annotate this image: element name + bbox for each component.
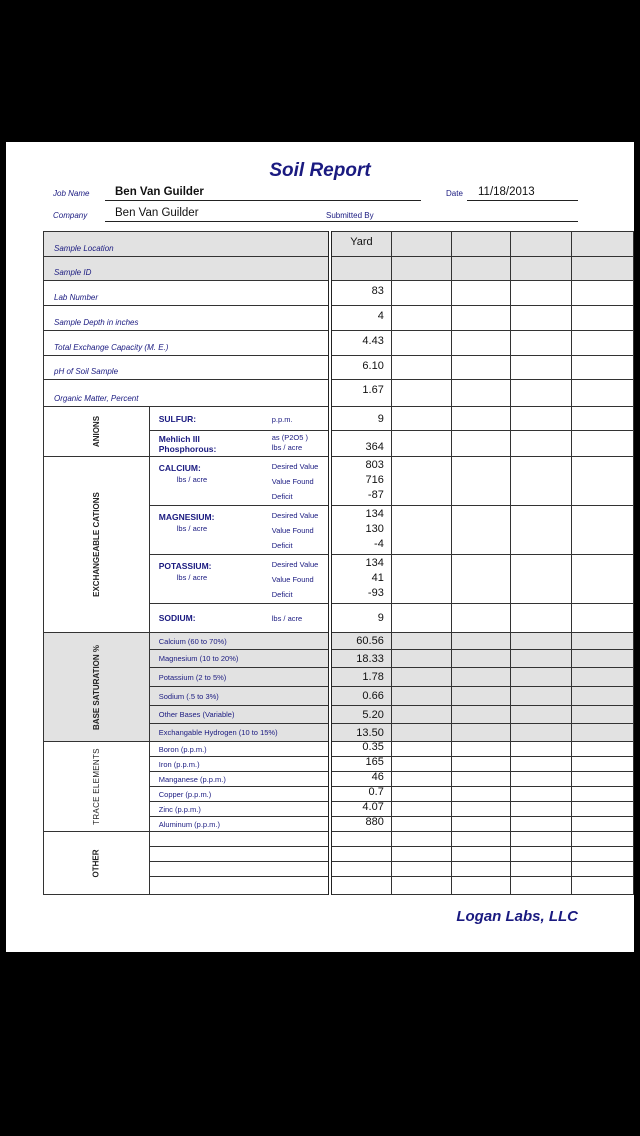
table-row: [44, 457, 634, 506]
empty-sample-cell: [391, 668, 451, 687]
empty-sample-cell: [511, 757, 571, 772]
empty-sample-cell: [511, 356, 571, 380]
empty-other-label: [149, 862, 330, 877]
sample-value: 0.35: [330, 742, 391, 757]
phosphorus-label: [149, 431, 330, 457]
empty-sample-cell: [391, 457, 451, 506]
empty-sample-cell: [452, 847, 511, 862]
company-label: Company: [53, 211, 88, 220]
empty-sample-cell: [571, 742, 633, 757]
row-label: Zinc (p.p.m.): [149, 802, 330, 817]
empty-sample-cell: [571, 817, 633, 832]
sample-value: 46: [330, 772, 391, 787]
sample-value: [330, 257, 391, 281]
empty-sample-cell: [452, 281, 511, 306]
row-label: Copper (p.p.m.): [149, 787, 330, 802]
empty-sample-cell: [571, 604, 633, 633]
empty-sample-cell: [511, 257, 571, 281]
empty-sample-cell: [330, 877, 391, 895]
empty-sample-cell: [452, 877, 511, 895]
empty-sample-cell: [511, 306, 571, 331]
empty-sample-cell: [391, 356, 451, 380]
sample-value: 5.20: [330, 706, 391, 724]
sub-label: Desired Value: [271, 560, 319, 569]
empty-sample-cell: [452, 772, 511, 787]
empty-sample-cell: [571, 281, 633, 306]
empty-sample-cell: [391, 847, 451, 862]
unit-label: lbs / acre: [176, 475, 208, 484]
empty-sample-cell: [571, 832, 633, 847]
empty-sample-cell: [330, 832, 391, 847]
sample-value: -4: [374, 538, 384, 550]
empty-sample-cell: [511, 604, 571, 633]
sample-value: 0.7: [330, 787, 391, 802]
empty-sample-cell: [391, 650, 451, 668]
empty-sample-cell: [452, 706, 511, 724]
section-label: [44, 742, 150, 832]
empty-sample-cell: [511, 457, 571, 506]
empty-sample-cell: [571, 772, 633, 787]
sample-value: 4: [330, 306, 391, 331]
table-row: [44, 356, 634, 380]
sample-value: Yard: [330, 232, 391, 257]
unit-label: lbs / acre: [271, 614, 303, 623]
sample-value: 364: [330, 431, 391, 457]
empty-sample-cell: [391, 380, 451, 407]
sample-value: 4.07: [330, 802, 391, 817]
empty-sample-cell: [391, 757, 451, 772]
sodium-label: [149, 604, 330, 633]
unit-label: as (P2O5 ): [271, 433, 309, 442]
sample-value: 880: [330, 817, 391, 832]
empty-sample-cell: [511, 877, 571, 895]
empty-sample-cell: [391, 555, 451, 604]
row-label: Lab Number: [44, 281, 331, 306]
unit-label: lbs / acre: [176, 524, 208, 533]
sub-label: Value Found: [271, 575, 314, 584]
table-row: [44, 380, 634, 407]
empty-sample-cell: [571, 787, 633, 802]
element-name: CALCIUM:: [158, 463, 201, 473]
empty-sample-cell: [391, 506, 451, 555]
cation-values: [330, 506, 391, 555]
empty-sample-cell: [391, 817, 451, 832]
row-label: Other Bases (Variable): [149, 706, 330, 724]
sample-value: 9: [330, 604, 391, 633]
soil-report-page: [6, 142, 634, 952]
sample-value: 60.56: [330, 633, 391, 650]
element-name: POTASSIUM:: [158, 561, 212, 571]
sub-label: Deficit: [271, 492, 293, 501]
element-name: Phosphorous:: [158, 443, 217, 454]
table-row: [44, 257, 634, 281]
unit-label: p.p.m.: [271, 415, 293, 424]
row-label: Calcium (60 to 70%): [149, 633, 330, 650]
job-name-label: Job Name: [53, 189, 90, 198]
row-label: Potassium (2 to 5%): [149, 668, 330, 687]
empty-sample-cell: [391, 742, 451, 757]
element-name: SULFUR:: [158, 413, 197, 424]
empty-sample-cell: [511, 650, 571, 668]
empty-sample-cell: [452, 862, 511, 877]
empty-sample-cell: [452, 407, 511, 431]
empty-sample-cell: [571, 232, 633, 257]
empty-sample-cell: [452, 687, 511, 706]
empty-sample-cell: [571, 862, 633, 877]
empty-sample-cell: [452, 802, 511, 817]
empty-sample-cell: [391, 306, 451, 331]
sample-value: 134: [365, 557, 384, 569]
empty-sample-cell: [452, 787, 511, 802]
empty-sample-cell: [511, 331, 571, 356]
job-name-underline: [105, 200, 421, 201]
empty-sample-cell: [571, 257, 633, 281]
row-label: Magnesium (10 to 20%): [149, 650, 330, 668]
element-name: MAGNESIUM:: [158, 512, 215, 522]
empty-sample-cell: [391, 787, 451, 802]
empty-sample-cell: [571, 877, 633, 895]
empty-sample-cell: [391, 706, 451, 724]
company-underline: [105, 221, 578, 222]
empty-other-label: [149, 877, 330, 895]
row-label: Iron (p.p.m.): [149, 757, 330, 772]
empty-sample-cell: [571, 380, 633, 407]
empty-sample-cell: [511, 787, 571, 802]
unit-label: lbs / acre: [271, 443, 303, 452]
section-label: [44, 407, 150, 457]
sub-label: Value Found: [271, 526, 314, 535]
sample-value: 13.50: [330, 724, 391, 742]
sub-label: Desired Value: [271, 462, 319, 471]
empty-sample-cell: [571, 407, 633, 431]
table-row: [44, 742, 634, 757]
empty-sample-cell: [391, 724, 451, 742]
empty-sample-cell: [452, 380, 511, 407]
empty-sample-cell: [571, 724, 633, 742]
sample-value: 803: [365, 459, 384, 471]
empty-sample-cell: [452, 650, 511, 668]
empty-sample-cell: [511, 380, 571, 407]
table-row: [44, 281, 634, 306]
empty-sample-cell: [391, 687, 451, 706]
empty-sample-cell: [511, 668, 571, 687]
empty-sample-cell: [452, 506, 511, 555]
report-title: Soil Report: [269, 160, 371, 181]
empty-sample-cell: [511, 431, 571, 457]
empty-sample-cell: [391, 802, 451, 817]
empty-sample-cell: [571, 633, 633, 650]
table-row: [44, 832, 634, 847]
row-label: Boron (p.p.m.): [149, 742, 330, 757]
sample-value: 9: [330, 407, 391, 431]
cation-values: [330, 555, 391, 604]
empty-sample-cell: [511, 633, 571, 650]
row-label: Sample Location: [44, 232, 331, 257]
empty-sample-cell: [452, 431, 511, 457]
empty-sample-cell: [391, 862, 451, 877]
sub-label: Value Found: [271, 477, 314, 486]
empty-sample-cell: [452, 555, 511, 604]
table-row: [44, 331, 634, 356]
section-label: [44, 633, 150, 742]
row-label: Organic Matter, Percent: [44, 380, 331, 407]
sample-value: 165: [330, 757, 391, 772]
empty-sample-cell: [452, 331, 511, 356]
empty-sample-cell: [391, 772, 451, 787]
empty-sample-cell: [391, 257, 451, 281]
cation-label: [149, 555, 330, 604]
sub-label: Deficit: [271, 590, 293, 599]
sample-value: 130: [365, 523, 384, 535]
empty-sample-cell: [391, 331, 451, 356]
sample-value: 6.10: [330, 356, 391, 380]
empty-sample-cell: [571, 757, 633, 772]
empty-sample-cell: [511, 832, 571, 847]
empty-sample-cell: [571, 650, 633, 668]
sample-value: 1.78: [330, 668, 391, 687]
submitted-by-label: Submitted By: [326, 211, 374, 220]
empty-sample-cell: [571, 706, 633, 724]
empty-sample-cell: [452, 633, 511, 650]
empty-sample-cell: [571, 331, 633, 356]
row-label: Total Exchange Capacity (M. E.): [44, 331, 331, 356]
date-label: Date: [446, 189, 463, 198]
lab-name-footer: Logan Labs, LLC: [456, 908, 578, 925]
cation-label: [149, 506, 330, 555]
empty-sample-cell: [511, 817, 571, 832]
row-label: Sample Depth in inches: [44, 306, 331, 331]
row-label: Sodium (.5 to 3%): [149, 687, 330, 706]
row-label: Exchangable Hydrogen (10 to 15%): [149, 724, 330, 742]
empty-sample-cell: [571, 506, 633, 555]
table-row: [44, 407, 634, 431]
empty-sample-cell: [511, 772, 571, 787]
empty-sample-cell: [330, 862, 391, 877]
element-name: Mehlich III: [158, 433, 200, 444]
sample-value: -87: [367, 489, 384, 501]
empty-sample-cell: [571, 668, 633, 687]
date-value: 11/18/2013: [478, 186, 535, 198]
sub-label: Desired Value: [271, 511, 319, 520]
cation-label: [149, 457, 330, 506]
sample-value: 716: [365, 474, 384, 486]
empty-sample-cell: [391, 877, 451, 895]
empty-sample-cell: [511, 232, 571, 257]
empty-sample-cell: [452, 742, 511, 757]
empty-sample-cell: [571, 555, 633, 604]
sample-value: 0.66: [330, 687, 391, 706]
empty-sample-cell: [391, 407, 451, 431]
sub-label: Deficit: [271, 541, 293, 550]
sample-value: 134: [365, 508, 384, 520]
company-value: Ben Van Guilder: [115, 207, 199, 219]
sample-value: 1.67: [330, 380, 391, 407]
unit-label: lbs / acre: [176, 573, 208, 582]
row-label: Manganese (p.p.m.): [149, 772, 330, 787]
table-row: [44, 232, 634, 257]
date-underline: [467, 200, 578, 201]
section-label-text: EXCHANGEABLE CATIONS: [91, 492, 101, 597]
sample-value: 41: [371, 572, 384, 584]
sulfur-label: [149, 407, 330, 431]
empty-sample-cell: [452, 356, 511, 380]
empty-sample-cell: [391, 633, 451, 650]
row-label: Aluminum (p.p.m.): [149, 817, 330, 832]
empty-sample-cell: [511, 407, 571, 431]
sample-value: 4.43: [330, 331, 391, 356]
empty-sample-cell: [452, 604, 511, 633]
empty-sample-cell: [511, 847, 571, 862]
empty-sample-cell: [391, 281, 451, 306]
empty-sample-cell: [571, 356, 633, 380]
empty-sample-cell: [571, 847, 633, 862]
sample-value: 83: [330, 281, 391, 306]
empty-sample-cell: [571, 457, 633, 506]
empty-sample-cell: [571, 306, 633, 331]
empty-sample-cell: [452, 306, 511, 331]
empty-sample-cell: [391, 832, 451, 847]
empty-other-label: [149, 847, 330, 862]
empty-sample-cell: [511, 506, 571, 555]
empty-sample-cell: [391, 604, 451, 633]
empty-sample-cell: [452, 832, 511, 847]
sample-value: 18.33: [330, 650, 391, 668]
empty-sample-cell: [511, 724, 571, 742]
section-label: [44, 457, 150, 633]
section-label-text: TRACE ELEMENTS: [91, 748, 101, 825]
section-label-text: BASE SATURATION %: [91, 644, 101, 730]
empty-sample-cell: [452, 724, 511, 742]
empty-sample-cell: [511, 706, 571, 724]
empty-sample-cell: [452, 232, 511, 257]
section-label: [44, 832, 150, 895]
empty-sample-cell: [391, 232, 451, 257]
table-row: [44, 306, 634, 331]
row-label: Sample ID: [44, 257, 331, 281]
element-name: SODIUM:: [158, 613, 196, 623]
empty-sample-cell: [511, 862, 571, 877]
empty-sample-cell: [452, 257, 511, 281]
section-label-text: OTHER: [91, 849, 101, 877]
empty-sample-cell: [511, 281, 571, 306]
empty-sample-cell: [511, 687, 571, 706]
empty-sample-cell: [452, 817, 511, 832]
empty-sample-cell: [511, 555, 571, 604]
section-label-text: ANIONS: [91, 415, 101, 448]
empty-sample-cell: [571, 431, 633, 457]
table-row: [44, 633, 634, 650]
sample-value: -93: [367, 587, 384, 599]
empty-sample-cell: [571, 802, 633, 817]
empty-sample-cell: [391, 431, 451, 457]
job-name-value: Ben Van Guilder: [115, 186, 204, 198]
cation-values: [330, 457, 391, 506]
empty-sample-cell: [330, 847, 391, 862]
empty-sample-cell: [452, 457, 511, 506]
empty-sample-cell: [452, 668, 511, 687]
soil-data-table: [43, 231, 634, 895]
empty-sample-cell: [452, 757, 511, 772]
row-label: pH of Soil Sample: [44, 356, 331, 380]
empty-sample-cell: [571, 687, 633, 706]
empty-other-label: [149, 832, 330, 847]
empty-sample-cell: [511, 802, 571, 817]
empty-sample-cell: [511, 742, 571, 757]
